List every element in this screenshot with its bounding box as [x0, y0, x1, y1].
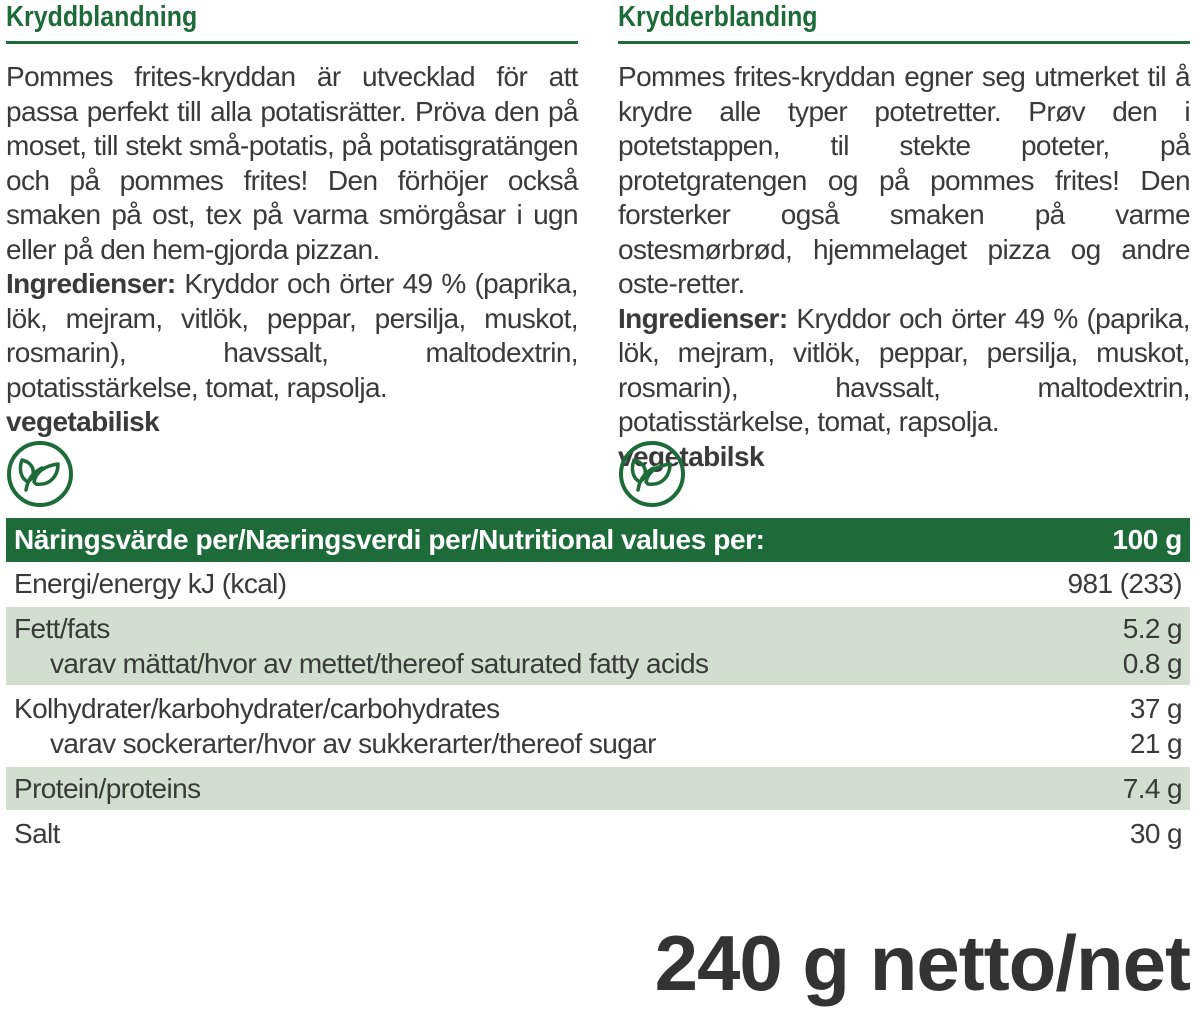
nutrition-row-protein	[14, 771, 1182, 806]
nutrition-value: 21 g	[1129, 728, 1182, 759]
norwegian-title-rule	[618, 41, 1190, 44]
net-weight: 240 g netto/net	[654, 919, 1190, 1007]
nutrition-value: 5.2 g	[1122, 613, 1182, 644]
swedish-column	[6, 0, 578, 439]
nutrition-value: 7.4 g	[1122, 773, 1182, 804]
nutrition-header-unit: 100 g	[1112, 524, 1182, 555]
swedish-description: Pommes frites-kryddan är utvecklad för att passa perfekt till alla potatisrätter. Pröva den på moset, till stekt små-potatis, på potatisgratängen och på pommes frites! Den förhöjer också smaken på ost, tex på varma smörgåsar i ugn eller på den hem-gjorda pizzan.	[6, 61, 578, 265]
nutrition-group-fat	[6, 607, 1190, 687]
norwegian-ingredients-label: Ingredienser:	[618, 302, 788, 334]
norwegian-ingredients-text: Kryddor och örter 49 % (paprika, lök, mejram, vitlök, peppar, persilja, muskot, rosmarin), havssalt, maltodextrin, potatisstärkelse, tomat, rapsolja.	[618, 302, 1190, 437]
nutrition-table	[6, 518, 1190, 857]
nutrition-row-energy	[14, 566, 1182, 601]
nutrition-label: Fett/fats	[14, 613, 110, 644]
nutrition-group-energy	[6, 562, 1190, 607]
swedish-vegetarian-label: vegetabilisk	[6, 406, 160, 437]
norwegian-title: Krydderblanding	[618, 1, 818, 33]
nutrition-group-salt	[6, 812, 1190, 857]
nutrition-value: 981 (233)	[1067, 568, 1182, 599]
nutrition-label: varav mättat/hvor av mettet/thereof saturated fatty acids	[50, 648, 709, 679]
norwegian-description: Pommes frites-kryddan egner seg utmerket til å krydre alle typer potetretter. Prøv den i potetstappen, til stekte poteter, på protetgratengen og på pommes frites! Den forsterker også smaken på varme ostesmørbrød, hjemmelaget pizza og andre oste-retter.	[618, 61, 1190, 299]
nutrition-row-saturated-fat	[14, 646, 1182, 681]
nutrition-header-label: Näringsvärde per/Næringsverdi per/Nutritional values per:	[14, 524, 765, 555]
nutrition-row-salt	[14, 816, 1182, 851]
nutrition-row-sugar	[14, 726, 1182, 761]
nutrition-label: varav sockerarter/hvor av sukkerarter/thereof sugar	[50, 728, 656, 759]
nutrition-value: 30 g	[1129, 818, 1182, 849]
nutrition-value: 0.8 g	[1122, 648, 1182, 679]
leaf-circle-icon	[618, 440, 686, 508]
swedish-title-rule	[6, 41, 578, 44]
swedish-ingredients-label: Ingredienser:	[6, 268, 176, 299]
nutrition-header	[6, 518, 1190, 562]
swedish-title: Kryddblandning	[6, 1, 198, 33]
swedish-ingredients-text: Kryddor och örter 49 % (paprika, lök, mejram, vitlök, peppar, persilja, muskot, rosmarin), havssalt, maltodextrin, potatisstärkelse, tomat, rapsolja.	[6, 268, 578, 403]
norwegian-column	[618, 0, 1190, 474]
nutrition-row-carbohydrates	[14, 691, 1182, 726]
nutrition-label: Protein/proteins	[14, 773, 201, 804]
nutrition-label: Salt	[14, 818, 60, 849]
nutrition-value: 37 g	[1129, 693, 1182, 724]
nutrition-row-fat	[14, 611, 1182, 646]
norwegian-ingredients	[618, 302, 1190, 440]
norwegian-vegetarian-label: vegetabilsk	[618, 440, 764, 472]
nutrition-label: Energi/energy kJ (kcal)	[14, 568, 287, 599]
nutrition-group-protein	[6, 767, 1190, 812]
leaf-circle-icon	[6, 440, 74, 508]
nutrition-label: Kolhydrater/karbohydrater/carbohydrates	[14, 693, 500, 724]
nutrition-group-carbohydrates	[6, 687, 1190, 767]
swedish-ingredients	[6, 267, 578, 405]
